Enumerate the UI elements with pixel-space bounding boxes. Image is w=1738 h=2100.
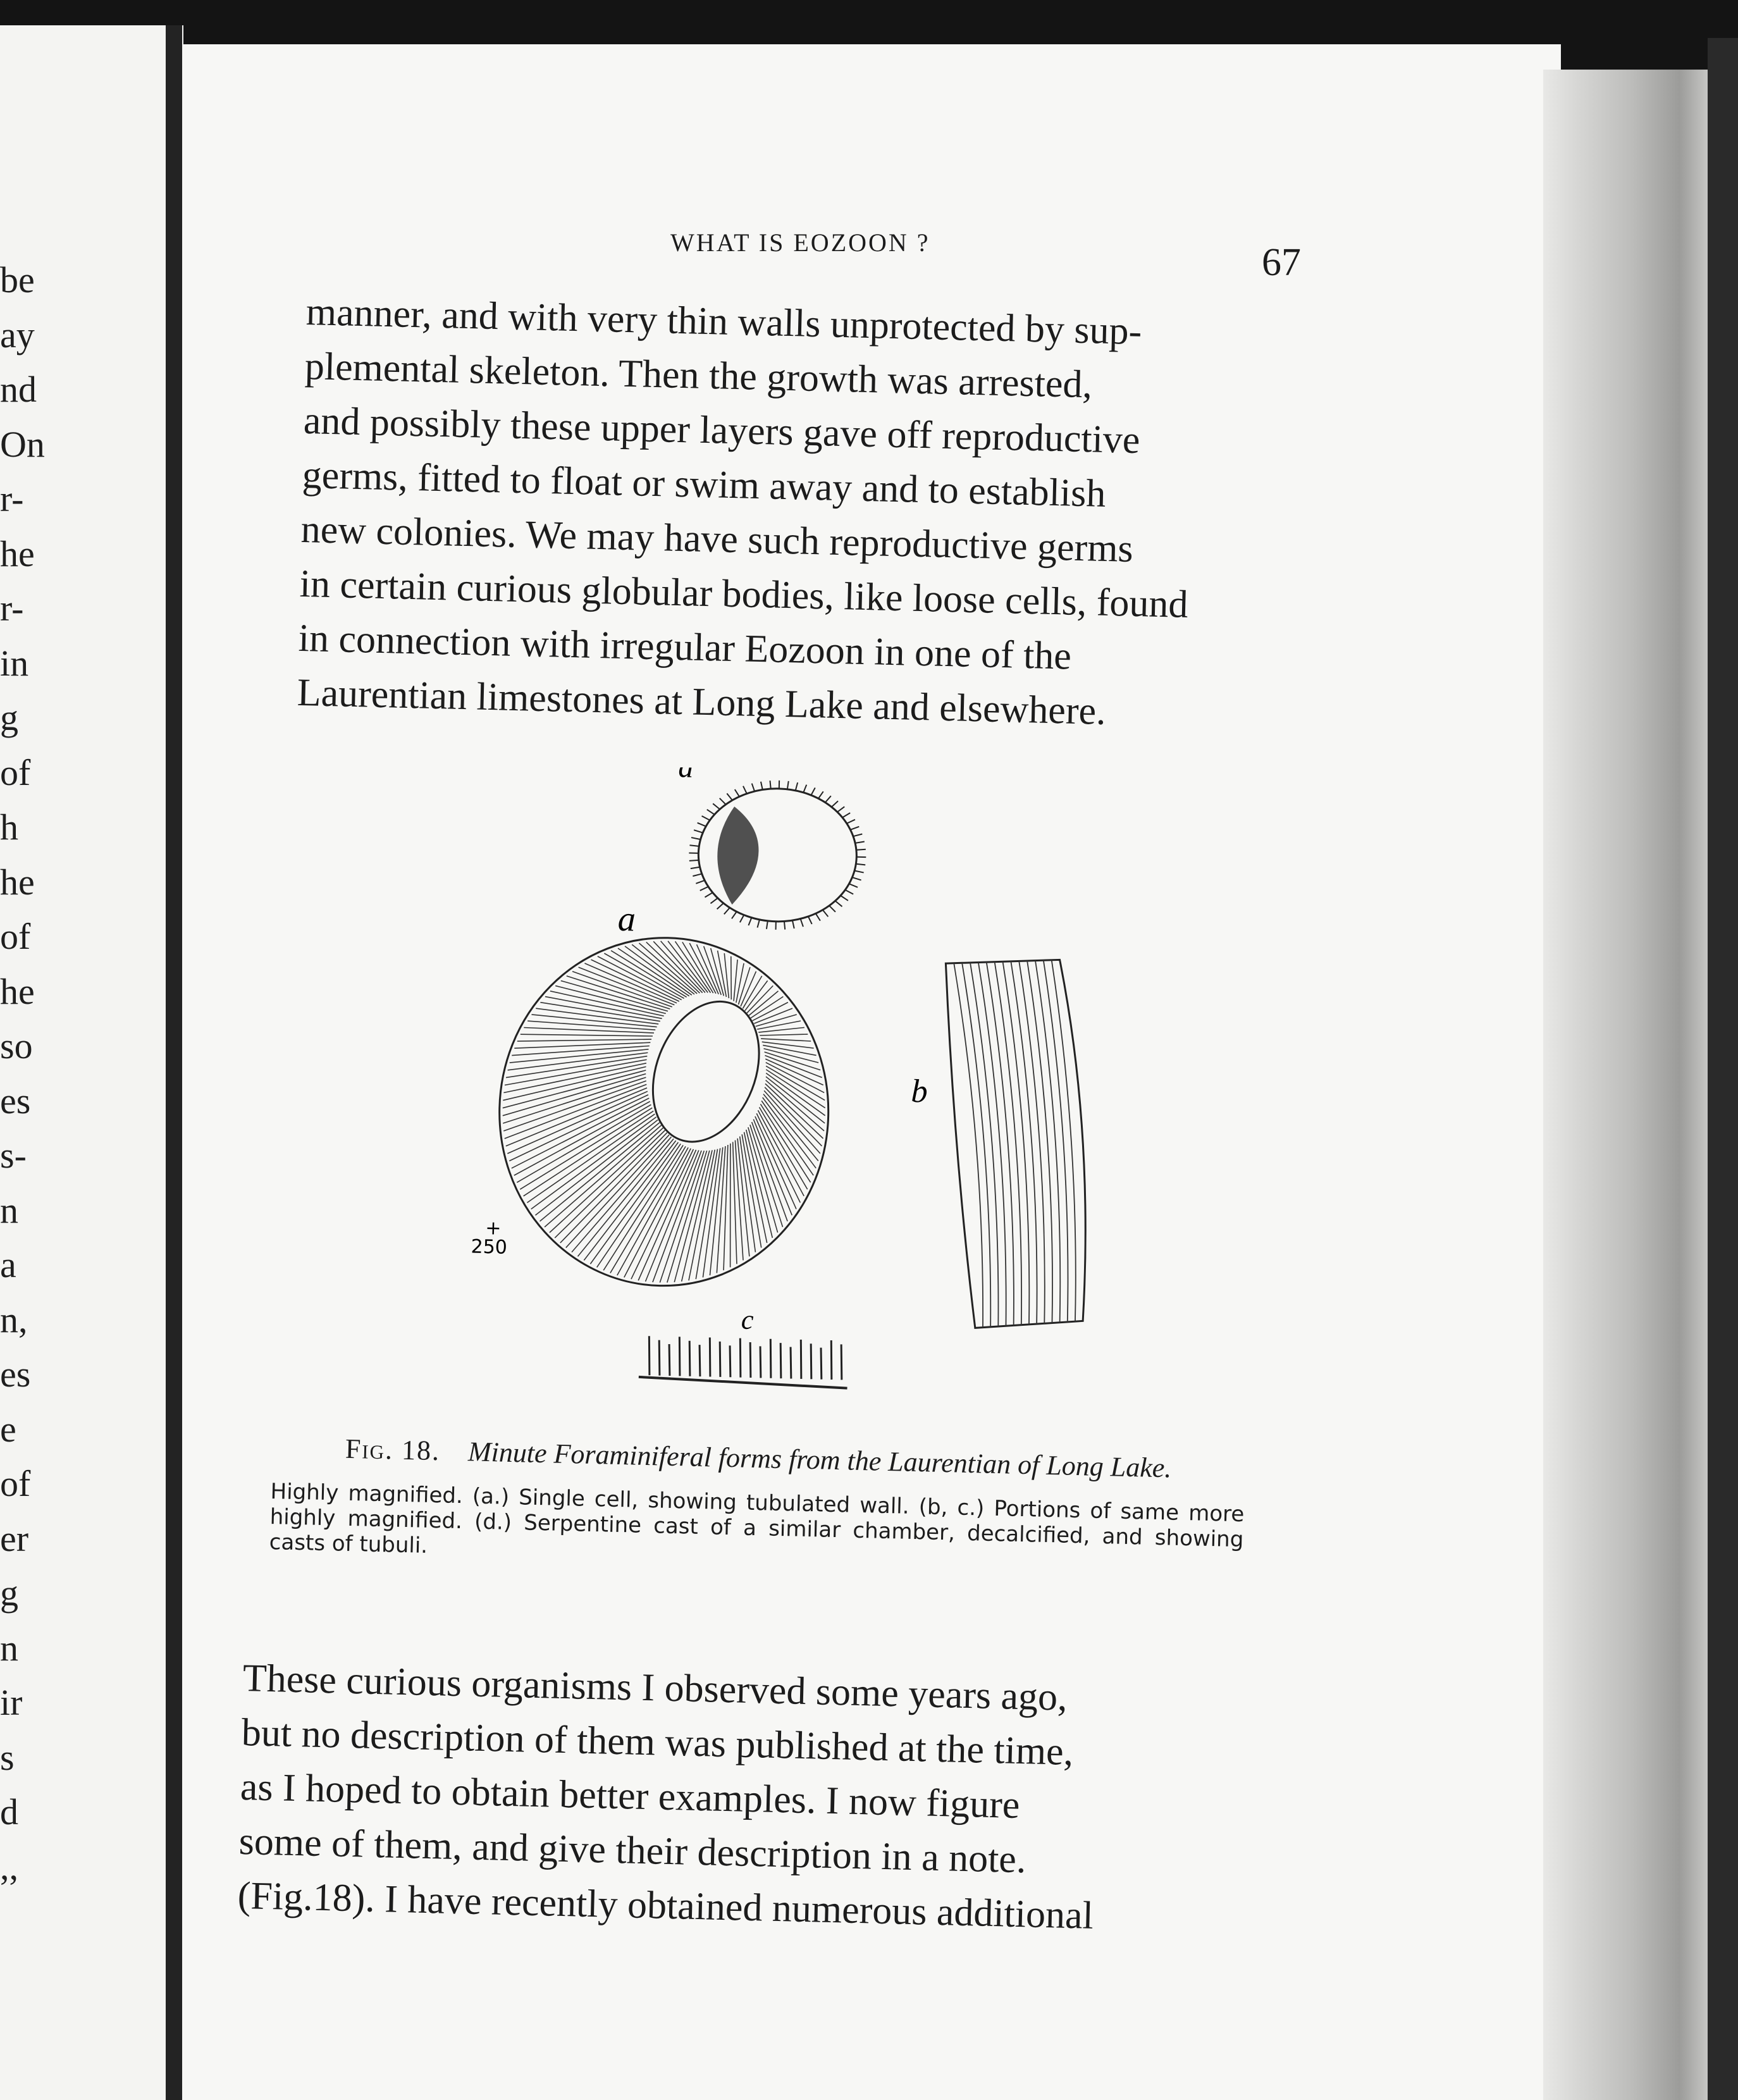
fragment: so (0, 1025, 33, 1066)
text-line: plemental skeleton. Then the growth was arrested, (304, 344, 1093, 407)
specimen-b (937, 957, 1092, 1330)
text-line: manner, and with very thin walls unprotected by sup- (305, 290, 1143, 354)
fragment: es (0, 1080, 31, 1121)
fragment: g (0, 1572, 18, 1614)
fragment: he (0, 861, 35, 903)
fragment: es (0, 1354, 31, 1395)
page-number: 67 (1262, 241, 1301, 284)
fragment: er (0, 1517, 29, 1559)
text-line: (Fig.18). I have recently obtained numerous additional (237, 1874, 1094, 1937)
book-gutter (166, 25, 182, 2100)
fragment: h (0, 806, 18, 848)
running-title: WHAT IS EOZOON ? (670, 228, 930, 257)
fragment: of (0, 916, 31, 957)
fragment: ay (0, 314, 35, 355)
figure-18-illustration (448, 762, 1273, 1452)
label-d: d (677, 762, 694, 784)
fragment: g (0, 697, 18, 738)
text-line: but no description of them was published at the time, (241, 1710, 1074, 1774)
fragment: r- (0, 588, 24, 629)
fragment: be (0, 259, 35, 300)
fragment: s (0, 1736, 15, 1778)
fragment: of (0, 751, 31, 793)
foraminifera-engraving (448, 762, 1273, 1452)
specimen-c (639, 1336, 849, 1388)
fragment: of (0, 1463, 31, 1504)
fragment: he (0, 533, 35, 574)
figure-caption (269, 1430, 1245, 1578)
fragment: n (0, 1627, 18, 1669)
paragraph-top (297, 285, 1300, 743)
text-line: new colonies. We may have such reproductive germs (300, 507, 1134, 571)
fragment: r- (0, 478, 24, 519)
fragment: he (0, 970, 35, 1012)
fragment: in (0, 642, 29, 684)
text-line: as I hoped to obtain better examples. I now figure (240, 1765, 1021, 1827)
caption-title: Minute Foraminiferal forms from the Laurentian of Long Lake. (467, 1436, 1172, 1484)
specimen-a (495, 934, 832, 1290)
fragment: n (0, 1189, 18, 1231)
scan-background-right (1708, 38, 1738, 2100)
label-a: a (617, 899, 636, 939)
magnification-label: +250 (471, 1217, 508, 1259)
text-line: in certain curious globular bodies, like loose cells, found (299, 562, 1189, 626)
fragment: n, (0, 1299, 28, 1340)
text-line: some of them, and give their description in a note. (238, 1819, 1027, 1882)
paragraph-bottom (237, 1651, 1236, 1946)
text-line: and possibly these upper layers gave off reproductive (303, 398, 1141, 462)
left-page-fragments (0, 253, 45, 1894)
text-line: Laurentian limestones at Long Lake and elsewhere. (297, 670, 1107, 733)
caption-description: Highly magnified. (a.) Single cell, showing tubulated wall. (b, c.) Portions of same more highly magnified. (d.) Serpentine cast of a similar chamber, decalcified, and showing casts of tubuli. (269, 1478, 1245, 1559)
fragment: d (0, 1791, 18, 1832)
fragment: a (0, 1244, 16, 1285)
label-b: b (910, 1073, 928, 1110)
specimen-d (687, 779, 868, 932)
fragment: nd (0, 369, 37, 410)
text-line: germs, fitted to float or swim away and to establish (302, 453, 1107, 516)
fragment: ir (0, 1682, 23, 1723)
text-line: These curious organisms I observed some years ago, (242, 1656, 1068, 1719)
fragment: e (0, 1408, 16, 1450)
text-line: in connection with irregular Eozoon in one of the (298, 616, 1072, 678)
label-c: c (741, 1304, 755, 1336)
fragment: ,, (0, 1846, 18, 1887)
fragment: s- (0, 1135, 27, 1176)
fragment: On (0, 423, 45, 465)
figure-number: Fig. 18. (345, 1433, 441, 1467)
